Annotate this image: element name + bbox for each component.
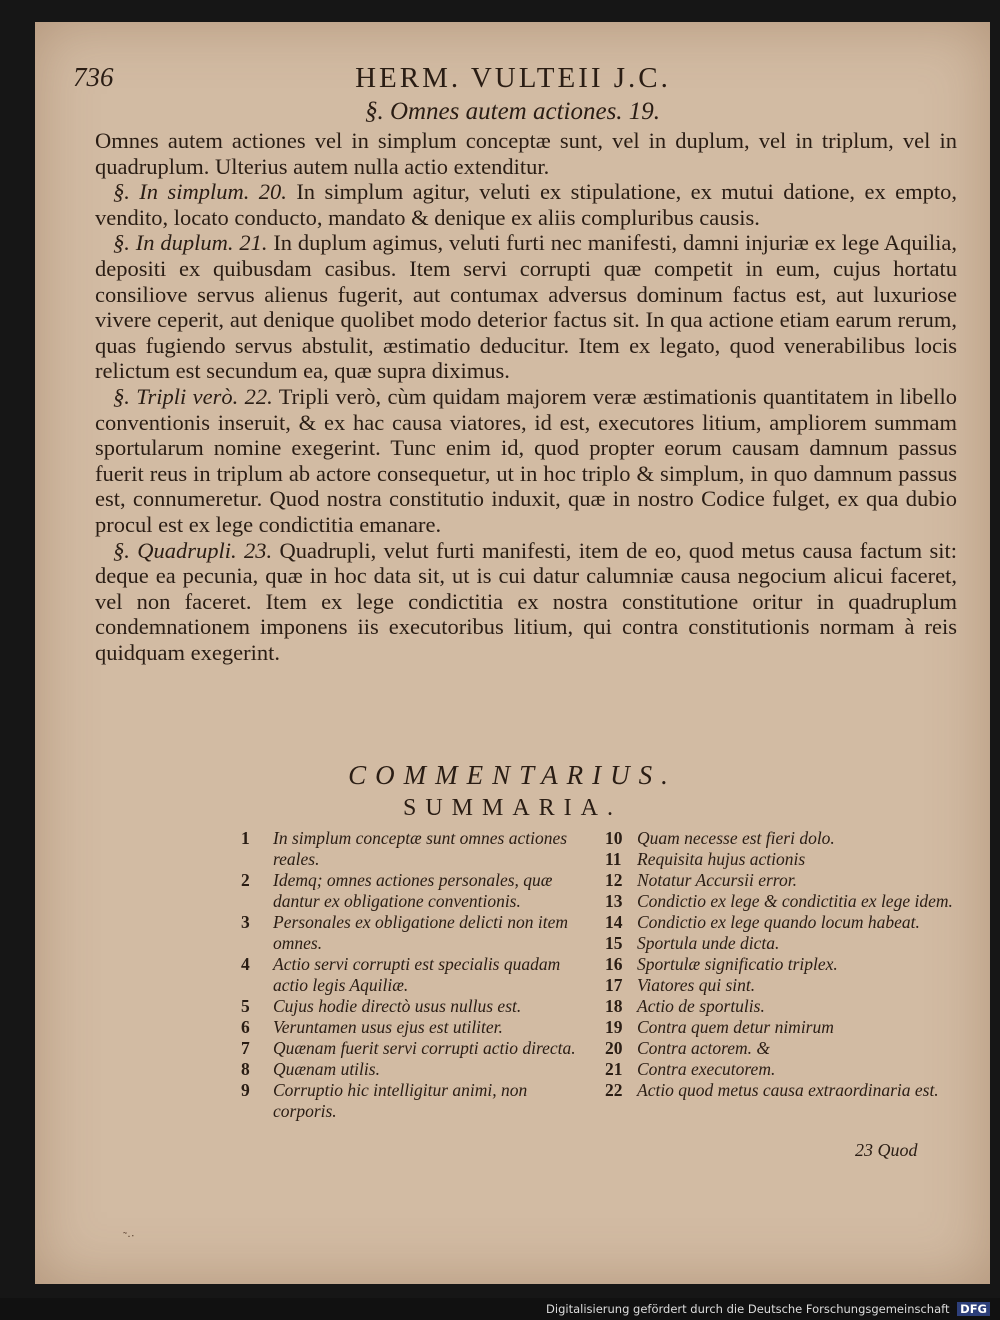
paragraph-duplum bbox=[95, 230, 957, 384]
item-text: Actio de sportulis. bbox=[637, 996, 765, 1016]
paragraph-text: Omnes autem actiones vel in simplum conceptæ sunt, vel in duplum, vel in triplum, vel in quadruplum. Ulterius autem nulla actio extenditur. bbox=[95, 128, 957, 179]
list-item bbox=[605, 870, 955, 891]
item-number: 21 bbox=[605, 1059, 623, 1079]
paragraph-simplum bbox=[95, 179, 957, 230]
item-number: 14 bbox=[605, 912, 623, 932]
item-number: 19 bbox=[605, 1017, 623, 1037]
item-number: 15 bbox=[605, 933, 623, 953]
item-number: 8 bbox=[241, 1059, 250, 1079]
item-text: Actio servi corrupti est specialis quadam actio legis Aquiliæ. bbox=[273, 954, 561, 995]
item-number: 4 bbox=[241, 954, 250, 974]
item-number: 17 bbox=[605, 975, 623, 995]
list-item bbox=[605, 912, 955, 933]
item-text: In simplum conceptæ sunt omnes actiones reales. bbox=[273, 828, 568, 869]
item-text: Condictio ex lege quando locum habeat. bbox=[637, 912, 920, 932]
item-text: Idemq; omnes actiones personales, quæ dantur ex obligatione conventionis. bbox=[273, 870, 553, 911]
catchword: 23 Quod bbox=[855, 1140, 918, 1160]
item-number: 18 bbox=[605, 996, 623, 1016]
list-item bbox=[605, 996, 955, 1017]
item-text: Quænam fuerit servi corrupti actio directa. bbox=[273, 1038, 576, 1058]
item-text: Quænam utilis. bbox=[273, 1059, 380, 1079]
page-number: 736 bbox=[73, 62, 114, 92]
dfg-logo: DFG bbox=[957, 1302, 990, 1316]
section-heading: §. Omnes autem actiones. 19. bbox=[364, 98, 661, 125]
list-item bbox=[241, 1038, 593, 1059]
item-text: Contra quem detur nimirum bbox=[637, 1017, 834, 1037]
item-number: 9 bbox=[241, 1080, 250, 1100]
list-item bbox=[605, 891, 955, 912]
item-text: Notatur Accursii error. bbox=[637, 870, 797, 890]
item-number: 11 bbox=[605, 849, 622, 869]
book-page bbox=[35, 22, 990, 1284]
paragraph-ref: §. In simplum. 20. bbox=[113, 179, 287, 205]
paragraph-ref: §. In duplum. 21. bbox=[113, 230, 268, 256]
list-item bbox=[241, 912, 593, 954]
running-head: HERM. VULTEII J.C. bbox=[355, 62, 671, 94]
paragraph-tripli bbox=[95, 384, 957, 538]
summary-column-right bbox=[605, 828, 955, 1101]
list-item bbox=[605, 828, 955, 849]
item-number: 13 bbox=[605, 891, 623, 911]
item-text: Corruptio hic intelligitur animi, non corporis. bbox=[273, 1080, 528, 1121]
list-item bbox=[605, 975, 955, 996]
paragraph-text: Quadrupli, velut furti manifesti, item de eo, quod metus causa factum sit: deque ea pecunia, quæ in hoc data sit, ut is cui datur calumniæ causa negocium alicui faceret, vel non faceret. Item ex lege condictitia ex nostra constitutione oritur in quadruplum condemnationem imponens iis executoribus litium, qui contra constitutionis normam à reis quidquam exegerint. bbox=[95, 537, 958, 665]
item-number: 20 bbox=[605, 1038, 623, 1058]
list-item bbox=[605, 1059, 955, 1080]
list-item bbox=[241, 996, 593, 1017]
digitization-credit bbox=[546, 1302, 990, 1316]
list-item bbox=[241, 828, 593, 870]
list-item bbox=[241, 954, 593, 996]
item-number: 10 bbox=[605, 828, 623, 848]
item-number: 22 bbox=[605, 1080, 623, 1100]
list-item bbox=[605, 954, 955, 975]
item-text: Veruntamen usus ejus est utiliter. bbox=[273, 1017, 503, 1037]
list-item bbox=[605, 849, 955, 870]
item-number: 5 bbox=[241, 996, 250, 1016]
page-header bbox=[73, 62, 953, 98]
list-item bbox=[605, 1017, 955, 1038]
item-text: Sportula unde dicta. bbox=[637, 933, 780, 953]
paragraph-quadrupli bbox=[95, 538, 957, 666]
list-item bbox=[605, 1080, 955, 1101]
paragraph-intro bbox=[95, 128, 957, 179]
list-item bbox=[605, 933, 955, 954]
main-text bbox=[95, 128, 957, 665]
item-text: Quam necesse est fieri dolo. bbox=[637, 828, 835, 848]
item-text: Personales ex obligatione delicti non item omnes. bbox=[273, 912, 569, 953]
ink-smudge: ˜·ᐧ bbox=[123, 1229, 135, 1243]
summaria-title: SUMMARIA. bbox=[402, 795, 623, 821]
credit-text: Digitalisierung gefördert durch die Deutsche Forschungsgemeinschaft bbox=[546, 1302, 950, 1316]
item-number: 16 bbox=[605, 954, 623, 974]
commentary-title: COMMENTARIUS. bbox=[348, 760, 677, 790]
paragraph-text: In simplum agitur, veluti ex stipulatione, ex mutui datione, ex empto, vendito, locato conducto, mandato & denique ex aliis compluribus causis. bbox=[95, 179, 957, 230]
item-text: Viatores qui sint. bbox=[637, 975, 756, 995]
item-text: Actio quod metus causa extraordinaria est. bbox=[637, 1080, 939, 1100]
list-item bbox=[241, 870, 593, 912]
paragraph-ref: §. Quadrupli. 23. bbox=[113, 537, 273, 563]
item-text: Contra actorem. & bbox=[637, 1038, 771, 1058]
list-item bbox=[605, 1038, 955, 1059]
item-number: 3 bbox=[241, 912, 250, 932]
item-text: Contra executorem. bbox=[637, 1059, 776, 1079]
item-number: 6 bbox=[241, 1017, 250, 1037]
item-text: Cujus hodie directò usus nullus est. bbox=[273, 996, 522, 1016]
item-text: Requisita hujus actionis bbox=[637, 849, 806, 869]
paragraph-text: In duplum agimus, veluti furti nec manifesti, damni injuriæ ex lege Aquilia, depositi ex quibusdam casibus. Item servi corrupti quæ competit in eum, cujus hortatu consiliove servus alienus fugerit, aut contumax adversus dominum factus est, aut luxuriose vivere ceperit, aut denique quolibet modo deterior factus sit. In qua actione etiam earum rerum, quas fugiendo servus abstulit, æstimatio deducitur. Item ex legato, quod venerabilibus locis relictum est secundum ea, quæ supra diximus. bbox=[95, 230, 957, 384]
item-number: 2 bbox=[241, 870, 250, 890]
list-item bbox=[241, 1080, 593, 1122]
paragraph-ref: §. Tripli verò. 22. bbox=[113, 383, 273, 409]
item-text: Condictio ex lege & condictitia ex lege idem. bbox=[637, 891, 953, 911]
item-number: 1 bbox=[241, 828, 250, 848]
item-number: 12 bbox=[605, 870, 623, 890]
item-number: 7 bbox=[241, 1038, 250, 1058]
list-item bbox=[241, 1059, 593, 1080]
item-text: Sportulæ significatio triplex. bbox=[637, 954, 838, 974]
list-item bbox=[241, 1017, 593, 1038]
summary-column-left bbox=[241, 828, 593, 1122]
paragraph-text: Tripli verò, cùm quidam majorem veræ æstimationis quantitatem in libello conventionis inseruit, & ex hac causa viatores, id est, executores litium, ampliorem summam sportularum nomine exegerint. Tunc enim id, quod propter eorum causam damnum passus fuerit reus in triplum ab actore consequetur, ut in hoc triplo & simplum, in quo damnum passus est, connumeretur. Quod nostra constitutio induxit, quæ in nostro Codice fulget, ex qua dubio procul est ex lege condictitia emanare. bbox=[95, 383, 957, 537]
